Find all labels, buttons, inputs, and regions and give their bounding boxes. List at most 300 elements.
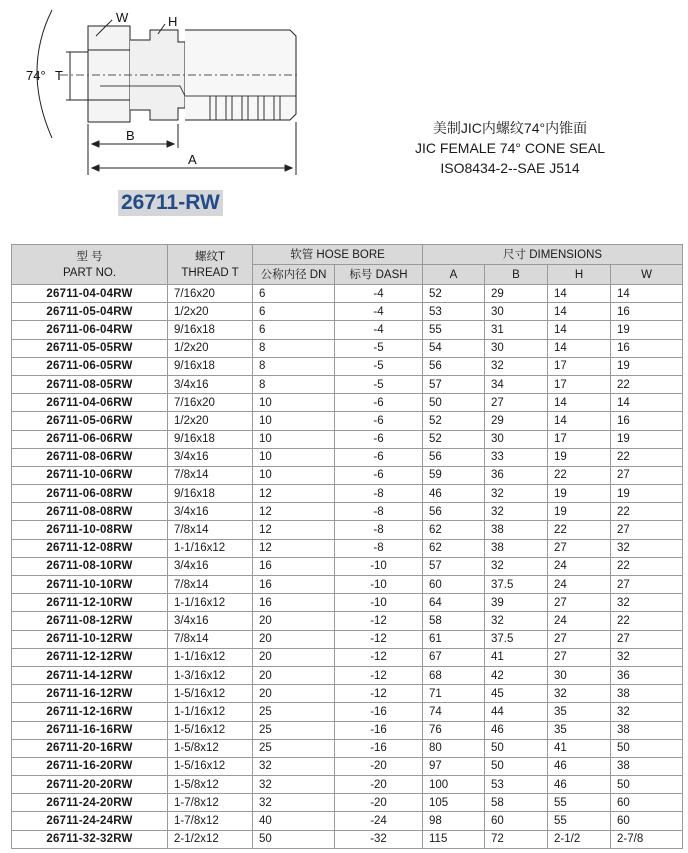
header-hose-bore: 软管 HOSE BORE bbox=[253, 245, 423, 265]
cell-dn: 25 bbox=[253, 739, 335, 757]
cell-dim-w: 27 bbox=[611, 466, 683, 484]
cell-part-no: 26711-10-06RW bbox=[12, 466, 168, 484]
cell-dim-b: 34 bbox=[485, 375, 548, 393]
cell-dash: -12 bbox=[335, 630, 423, 648]
cell-dim-b: 42 bbox=[485, 666, 548, 684]
cell-dim-b: 31 bbox=[485, 321, 548, 339]
cell-dim-a: 64 bbox=[423, 594, 485, 612]
cell-dn: 16 bbox=[253, 557, 335, 575]
cell-dim-a: 98 bbox=[423, 812, 485, 830]
cell-dim-w: 32 bbox=[611, 539, 683, 557]
cell-dash: -16 bbox=[335, 721, 423, 739]
cell-dn: 25 bbox=[253, 703, 335, 721]
cell-dim-a: 59 bbox=[423, 466, 485, 484]
cell-dim-h: 17 bbox=[548, 357, 611, 375]
cell-thread: 9/16x18 bbox=[168, 357, 253, 375]
cell-dash: -8 bbox=[335, 539, 423, 557]
cell-dn: 50 bbox=[253, 830, 335, 848]
cell-thread: 1-5/16x12 bbox=[168, 757, 253, 775]
cell-thread: 7/16x20 bbox=[168, 285, 253, 303]
cell-thread: 1-5/16x12 bbox=[168, 685, 253, 703]
cell-dim-b: 29 bbox=[485, 412, 548, 430]
cell-dim-h: 19 bbox=[548, 485, 611, 503]
cell-dn: 10 bbox=[253, 466, 335, 484]
cell-dn: 12 bbox=[253, 521, 335, 539]
cell-dim-w: 22 bbox=[611, 612, 683, 630]
cell-dash: -6 bbox=[335, 412, 423, 430]
table-row bbox=[12, 776, 683, 794]
cell-dash: -5 bbox=[335, 375, 423, 393]
cell-dn: 16 bbox=[253, 594, 335, 612]
cell-dn: 20 bbox=[253, 666, 335, 684]
cell-dim-b: 32 bbox=[485, 557, 548, 575]
cell-thread: 9/16x18 bbox=[168, 430, 253, 448]
cell-dim-w: 27 bbox=[611, 521, 683, 539]
cell-part-no: 26711-06-06RW bbox=[12, 430, 168, 448]
cell-dim-a: 61 bbox=[423, 630, 485, 648]
table-row bbox=[12, 357, 683, 375]
cell-thread: 1-7/8x12 bbox=[168, 812, 253, 830]
cell-dn: 20 bbox=[253, 630, 335, 648]
cell-part-no: 26711-04-04RW bbox=[12, 285, 168, 303]
cell-dash: -8 bbox=[335, 503, 423, 521]
cell-part-no: 26711-20-20RW bbox=[12, 776, 168, 794]
table-row bbox=[12, 521, 683, 539]
cell-dim-w: 14 bbox=[611, 394, 683, 412]
cell-dim-w: 36 bbox=[611, 666, 683, 684]
cell-dim-b: 30 bbox=[485, 430, 548, 448]
table-row bbox=[12, 648, 683, 666]
cell-dim-b: 37.5 bbox=[485, 576, 548, 594]
cell-dim-h: 46 bbox=[548, 757, 611, 775]
cell-dn: 10 bbox=[253, 430, 335, 448]
cell-dim-b: 38 bbox=[485, 521, 548, 539]
cell-dim-h: 30 bbox=[548, 666, 611, 684]
cell-dim-a: 100 bbox=[423, 776, 485, 794]
cell-dim-h: 24 bbox=[548, 576, 611, 594]
table-row bbox=[12, 830, 683, 848]
cell-dim-a: 52 bbox=[423, 412, 485, 430]
cell-dim-a: 54 bbox=[423, 339, 485, 357]
cell-dn: 10 bbox=[253, 412, 335, 430]
table-row bbox=[12, 448, 683, 466]
header-thread: 螺纹T THREAD T bbox=[168, 245, 253, 285]
cell-dim-b: 41 bbox=[485, 648, 548, 666]
cell-dn: 32 bbox=[253, 757, 335, 775]
cell-dim-h: 41 bbox=[548, 739, 611, 757]
cell-dim-a: 56 bbox=[423, 448, 485, 466]
cell-dim-w: 32 bbox=[611, 594, 683, 612]
cell-thread: 3/4x16 bbox=[168, 503, 253, 521]
cell-dash: -32 bbox=[335, 830, 423, 848]
cell-dim-w: 32 bbox=[611, 648, 683, 666]
cell-dash: -10 bbox=[335, 557, 423, 575]
cell-part-no: 26711-06-05RW bbox=[12, 357, 168, 375]
cell-dim-w: 14 bbox=[611, 285, 683, 303]
cell-dim-b: 32 bbox=[485, 485, 548, 503]
cell-dim-a: 74 bbox=[423, 703, 485, 721]
cell-dn: 20 bbox=[253, 648, 335, 666]
cell-dim-b: 36 bbox=[485, 466, 548, 484]
cell-thread: 1-7/8x12 bbox=[168, 794, 253, 812]
header-a: A bbox=[423, 265, 485, 285]
nut-body bbox=[88, 26, 130, 122]
cell-dim-b: 45 bbox=[485, 685, 548, 703]
cell-thread: 1-1/16x12 bbox=[168, 539, 253, 557]
cell-dim-h: 14 bbox=[548, 339, 611, 357]
cell-part-no: 26711-05-06RW bbox=[12, 412, 168, 430]
cell-thread: 3/4x16 bbox=[168, 557, 253, 575]
cell-dim-b: 30 bbox=[485, 303, 548, 321]
cell-dim-b: 58 bbox=[485, 794, 548, 812]
table-row bbox=[12, 375, 683, 393]
table-row bbox=[12, 739, 683, 757]
cell-dash: -6 bbox=[335, 430, 423, 448]
cell-dim-a: 60 bbox=[423, 576, 485, 594]
cell-dim-h: 14 bbox=[548, 285, 611, 303]
cell-dim-a: 62 bbox=[423, 539, 485, 557]
cell-dim-w: 19 bbox=[611, 485, 683, 503]
header-h: H bbox=[548, 265, 611, 285]
cell-dash: -6 bbox=[335, 448, 423, 466]
cell-thread: 1-1/16x12 bbox=[168, 594, 253, 612]
cell-dash: -8 bbox=[335, 521, 423, 539]
cell-dim-h: 35 bbox=[548, 721, 611, 739]
table-row bbox=[12, 503, 683, 521]
cell-dn: 6 bbox=[253, 303, 335, 321]
cell-dim-b: 37.5 bbox=[485, 630, 548, 648]
table-row bbox=[12, 703, 683, 721]
cell-dn: 32 bbox=[253, 794, 335, 812]
table-row bbox=[12, 430, 683, 448]
table-row bbox=[12, 539, 683, 557]
cell-thread: 1-5/8x12 bbox=[168, 739, 253, 757]
cell-dash: -6 bbox=[335, 466, 423, 484]
header-b: B bbox=[485, 265, 548, 285]
cell-dim-a: 62 bbox=[423, 521, 485, 539]
cell-part-no: 26711-20-16RW bbox=[12, 739, 168, 757]
label-b: B bbox=[126, 128, 135, 143]
cell-dash: -16 bbox=[335, 739, 423, 757]
table-row bbox=[12, 394, 683, 412]
cell-dim-h: 24 bbox=[548, 557, 611, 575]
cell-dash: -20 bbox=[335, 794, 423, 812]
cell-part-no: 26711-24-20RW bbox=[12, 794, 168, 812]
cell-dim-w: 2-7/8 bbox=[611, 830, 683, 848]
cell-dim-a: 57 bbox=[423, 375, 485, 393]
cell-dim-a: 52 bbox=[423, 285, 485, 303]
table-row bbox=[12, 594, 683, 612]
table-row bbox=[12, 466, 683, 484]
cell-thread: 1/2x20 bbox=[168, 339, 253, 357]
cell-part-no: 26711-05-05RW bbox=[12, 339, 168, 357]
cell-dim-a: 80 bbox=[423, 739, 485, 757]
cell-dim-b: 33 bbox=[485, 448, 548, 466]
cell-dim-h: 22 bbox=[548, 466, 611, 484]
cell-dim-a: 105 bbox=[423, 794, 485, 812]
cell-thread: 9/16x18 bbox=[168, 485, 253, 503]
cell-dn: 32 bbox=[253, 776, 335, 794]
table-row bbox=[12, 303, 683, 321]
cell-dim-a: 56 bbox=[423, 357, 485, 375]
cell-dim-b: 50 bbox=[485, 739, 548, 757]
cell-dn: 40 bbox=[253, 812, 335, 830]
table-row bbox=[12, 812, 683, 830]
table-row bbox=[12, 285, 683, 303]
spec-block bbox=[400, 118, 620, 178]
table-row bbox=[12, 339, 683, 357]
cell-part-no: 26711-12-12RW bbox=[12, 648, 168, 666]
cell-part-no: 26711-32-32RW bbox=[12, 830, 168, 848]
table-row bbox=[12, 557, 683, 575]
cell-dim-w: 27 bbox=[611, 630, 683, 648]
cell-dim-b: 72 bbox=[485, 830, 548, 848]
cell-dim-a: 46 bbox=[423, 485, 485, 503]
cell-dim-a: 52 bbox=[423, 430, 485, 448]
spec-standard: ISO8434-2--SAE J514 bbox=[440, 160, 580, 176]
header-dash: 标号 DASH bbox=[335, 265, 423, 285]
cell-thread: 3/4x16 bbox=[168, 375, 253, 393]
cell-dim-a: 115 bbox=[423, 830, 485, 848]
cell-dim-w: 19 bbox=[611, 357, 683, 375]
table-row bbox=[12, 412, 683, 430]
cell-dn: 8 bbox=[253, 375, 335, 393]
cell-dim-a: 58 bbox=[423, 612, 485, 630]
cell-part-no: 26711-10-10RW bbox=[12, 576, 168, 594]
cell-thread: 3/4x16 bbox=[168, 448, 253, 466]
cell-dash: -10 bbox=[335, 576, 423, 594]
table-row bbox=[12, 666, 683, 684]
cell-part-no: 26711-08-05RW bbox=[12, 375, 168, 393]
cell-thread: 3/4x16 bbox=[168, 612, 253, 630]
cell-dim-w: 22 bbox=[611, 503, 683, 521]
cell-dn: 20 bbox=[253, 612, 335, 630]
cell-dash: -12 bbox=[335, 612, 423, 630]
cell-dim-b: 30 bbox=[485, 339, 548, 357]
cell-thread: 1-1/16x12 bbox=[168, 648, 253, 666]
cell-dn: 12 bbox=[253, 539, 335, 557]
cell-dn: 20 bbox=[253, 685, 335, 703]
cell-thread: 2-1/2x12 bbox=[168, 830, 253, 848]
cell-dash: -20 bbox=[335, 776, 423, 794]
cell-thread: 1/2x20 bbox=[168, 303, 253, 321]
cell-dim-a: 53 bbox=[423, 303, 485, 321]
cell-dim-b: 50 bbox=[485, 757, 548, 775]
dimensions-table bbox=[11, 244, 683, 849]
cell-dim-b: 32 bbox=[485, 503, 548, 521]
cell-dim-a: 76 bbox=[423, 721, 485, 739]
cell-thread: 7/16x20 bbox=[168, 394, 253, 412]
cell-thread: 1-3/16x12 bbox=[168, 666, 253, 684]
cell-dash: -8 bbox=[335, 485, 423, 503]
cell-dim-b: 60 bbox=[485, 812, 548, 830]
cell-dim-w: 16 bbox=[611, 412, 683, 430]
cell-dim-h: 14 bbox=[548, 303, 611, 321]
cell-dash: -12 bbox=[335, 666, 423, 684]
cell-dn: 25 bbox=[253, 721, 335, 739]
cell-dim-a: 67 bbox=[423, 648, 485, 666]
cell-thread: 9/16x18 bbox=[168, 321, 253, 339]
cell-dn: 12 bbox=[253, 485, 335, 503]
cell-dim-b: 32 bbox=[485, 357, 548, 375]
cell-part-no: 26711-10-08RW bbox=[12, 521, 168, 539]
cell-dash: -4 bbox=[335, 303, 423, 321]
cell-dim-a: 57 bbox=[423, 557, 485, 575]
cell-dim-w: 60 bbox=[611, 794, 683, 812]
cell-dim-b: 27 bbox=[485, 394, 548, 412]
cell-dim-h: 19 bbox=[548, 448, 611, 466]
cell-dash: -24 bbox=[335, 812, 423, 830]
header-dimensions: 尺寸 DIMENSIONS bbox=[423, 245, 683, 265]
cell-dim-h: 35 bbox=[548, 703, 611, 721]
cell-thread: 7/8x14 bbox=[168, 466, 253, 484]
header-part-no: 型 号 PART NO. bbox=[12, 245, 168, 285]
cell-dim-h: 17 bbox=[548, 430, 611, 448]
cell-dim-h: 32 bbox=[548, 685, 611, 703]
model-label: 26711-RW bbox=[118, 190, 223, 216]
cell-dash: -5 bbox=[335, 357, 423, 375]
cell-dim-w: 16 bbox=[611, 339, 683, 357]
cell-dim-a: 71 bbox=[423, 685, 485, 703]
label-t: T bbox=[55, 68, 63, 83]
cell-dim-b: 39 bbox=[485, 594, 548, 612]
table-row bbox=[12, 576, 683, 594]
cell-thread: 1/2x20 bbox=[168, 412, 253, 430]
cell-dim-h: 14 bbox=[548, 321, 611, 339]
cell-dash: -20 bbox=[335, 757, 423, 775]
cell-part-no: 26711-06-08RW bbox=[12, 485, 168, 503]
table-row bbox=[12, 612, 683, 630]
cell-part-no: 26711-24-24RW bbox=[12, 812, 168, 830]
cell-dash: -16 bbox=[335, 703, 423, 721]
label-w: W bbox=[116, 10, 129, 25]
cell-thread: 7/8x14 bbox=[168, 576, 253, 594]
cell-dn: 8 bbox=[253, 357, 335, 375]
cell-dim-w: 50 bbox=[611, 776, 683, 794]
header-dn: 公称内径 DN bbox=[253, 265, 335, 285]
cell-dim-b: 46 bbox=[485, 721, 548, 739]
cell-part-no: 26711-12-08RW bbox=[12, 539, 168, 557]
cell-part-no: 26711-05-04RW bbox=[12, 303, 168, 321]
cell-thread: 1-1/16x12 bbox=[168, 703, 253, 721]
cell-dash: -12 bbox=[335, 648, 423, 666]
cell-dim-b: 44 bbox=[485, 703, 548, 721]
cell-dim-w: 32 bbox=[611, 703, 683, 721]
cell-part-no: 26711-08-10RW bbox=[12, 557, 168, 575]
cell-part-no: 26711-06-04RW bbox=[12, 321, 168, 339]
cell-dim-h: 19 bbox=[548, 503, 611, 521]
cell-part-no: 26711-16-12RW bbox=[12, 685, 168, 703]
cell-part-no: 26711-10-12RW bbox=[12, 630, 168, 648]
cell-dim-b: 38 bbox=[485, 539, 548, 557]
cell-dim-w: 22 bbox=[611, 448, 683, 466]
spec-cn-title: 美制JIC内螺纹74°内锥面 bbox=[432, 120, 588, 136]
cell-dim-h: 2-1/2 bbox=[548, 830, 611, 848]
cell-dim-h: 22 bbox=[548, 521, 611, 539]
label-a: A bbox=[188, 152, 197, 167]
table-row bbox=[12, 757, 683, 775]
cell-dim-w: 19 bbox=[611, 430, 683, 448]
cell-dim-h: 27 bbox=[548, 539, 611, 557]
cell-dn: 10 bbox=[253, 448, 335, 466]
cell-thread: 7/8x14 bbox=[168, 521, 253, 539]
cell-dn: 6 bbox=[253, 285, 335, 303]
cell-dim-b: 53 bbox=[485, 776, 548, 794]
cell-dash: -4 bbox=[335, 321, 423, 339]
cell-dn: 16 bbox=[253, 576, 335, 594]
cell-dash: -12 bbox=[335, 685, 423, 703]
cell-dim-h: 55 bbox=[548, 794, 611, 812]
cell-dim-h: 46 bbox=[548, 776, 611, 794]
cell-dash: -5 bbox=[335, 339, 423, 357]
cell-thread: 1-5/8x12 bbox=[168, 776, 253, 794]
cell-part-no: 26711-14-12RW bbox=[12, 666, 168, 684]
table-row bbox=[12, 321, 683, 339]
cell-dim-h: 27 bbox=[548, 594, 611, 612]
cell-dim-h: 27 bbox=[548, 630, 611, 648]
cell-part-no: 26711-08-08RW bbox=[12, 503, 168, 521]
cell-dim-w: 38 bbox=[611, 685, 683, 703]
cell-dim-h: 55 bbox=[548, 812, 611, 830]
table-row bbox=[12, 685, 683, 703]
table-row bbox=[12, 721, 683, 739]
cell-dash: -6 bbox=[335, 394, 423, 412]
cell-dim-w: 38 bbox=[611, 721, 683, 739]
cell-part-no: 26711-04-06RW bbox=[12, 394, 168, 412]
cell-dim-a: 50 bbox=[423, 394, 485, 412]
table-row bbox=[12, 485, 683, 503]
cell-dash: -4 bbox=[335, 285, 423, 303]
table-row bbox=[12, 794, 683, 812]
cell-dim-w: 60 bbox=[611, 812, 683, 830]
cell-dim-h: 27 bbox=[548, 648, 611, 666]
cell-dim-b: 32 bbox=[485, 612, 548, 630]
cell-thread: 1-5/16x12 bbox=[168, 721, 253, 739]
cell-part-no: 26711-08-06RW bbox=[12, 448, 168, 466]
cell-dim-w: 38 bbox=[611, 757, 683, 775]
cell-dim-a: 68 bbox=[423, 666, 485, 684]
cell-part-no: 26711-08-12RW bbox=[12, 612, 168, 630]
fitting-drawing bbox=[0, 0, 320, 190]
cell-dim-h: 14 bbox=[548, 412, 611, 430]
cell-dim-b: 29 bbox=[485, 285, 548, 303]
cell-dim-w: 50 bbox=[611, 739, 683, 757]
cell-part-no: 26711-12-10RW bbox=[12, 594, 168, 612]
spec-en-title: JIC FEMALE 74° CONE SEAL bbox=[415, 140, 605, 156]
cell-dn: 12 bbox=[253, 503, 335, 521]
cell-dim-w: 22 bbox=[611, 375, 683, 393]
cell-dash: -10 bbox=[335, 594, 423, 612]
cell-part-no: 26711-16-20RW bbox=[12, 757, 168, 775]
cell-dn: 8 bbox=[253, 339, 335, 357]
cell-dim-h: 14 bbox=[548, 394, 611, 412]
cell-dim-a: 97 bbox=[423, 757, 485, 775]
cell-dim-w: 22 bbox=[611, 557, 683, 575]
cell-dn: 10 bbox=[253, 394, 335, 412]
cell-dim-h: 24 bbox=[548, 612, 611, 630]
cell-dim-w: 19 bbox=[611, 321, 683, 339]
cell-thread: 7/8x14 bbox=[168, 630, 253, 648]
cell-dn: 6 bbox=[253, 321, 335, 339]
header-w: W bbox=[611, 265, 683, 285]
cell-dim-h: 17 bbox=[548, 375, 611, 393]
cell-part-no: 26711-16-16RW bbox=[12, 721, 168, 739]
cell-dim-w: 27 bbox=[611, 576, 683, 594]
cell-dim-a: 55 bbox=[423, 321, 485, 339]
cell-dim-w: 16 bbox=[611, 303, 683, 321]
cell-dim-a: 56 bbox=[423, 503, 485, 521]
cell-part-no: 26711-12-16RW bbox=[12, 703, 168, 721]
